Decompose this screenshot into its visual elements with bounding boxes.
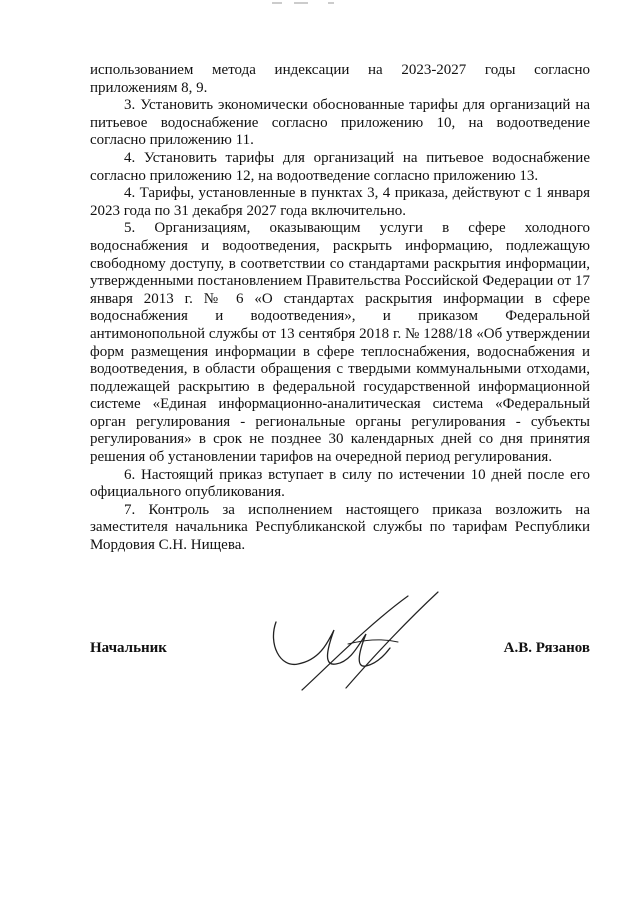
paragraph-item-6: 6. Настоящий приказ вступает в силу по истечении 10 дней после его официального опубликования. — [90, 466, 590, 501]
paragraph-item-3: 3. Установить экономически обоснованные тарифы для организаций на питьевое водоснабжение согласно приложению 10, на водоотведение согласно приложению 11. — [90, 97, 590, 149]
page-number-mark — [272, 0, 336, 5]
signatory-name: А.В. Рязанов — [503, 640, 590, 656]
handwritten-signature — [262, 582, 442, 692]
paragraph-item-4a: 4. Установить тарифы для организаций на питьевое водоснабжение согласно приложению 12, на водоотведение согласно приложению 13. — [90, 149, 590, 184]
paragraph-continuation: использованием метода индексации на 2023-2027 годы согласно приложениям 8, 9. — [90, 62, 590, 96]
paragraph-item-5: 5. Организациям, оказывающим услуги в сфере холодного водоснабжения и водоотведения, раскрыть информацию, подлежащую свободному доступу, в соответствии со стандартами раскрытия информации, утвержденными постановлением Правительства Российской Федерации от 17 января 2013 г. № 6 «О стандартах раскрытия информации в сфере водоснабжения и водоотведения», и приказом Федеральной антимонопольной службы от 13 сентября 2018 г. № 1288/18 «Об утверждении форм размещения информации в сфере теплоснабжения, водоснабжения и водоотведения, в области обращения с твердыми коммунальными отходами, подлежащей раскрытию в федеральной государственной информационной системе «Единая информационно-аналитическая система «Федеральный орган регулирования - региональные органы регулирования - субъекты регулирования» в срок не позднее 30 календарных дней со дня принятия решения об установлении тарифов на очередной период регулирования. — [90, 220, 590, 466]
signature-block — [90, 640, 590, 660]
paragraph-item-7: 7. Контроль за исполнением настоящего приказа возложить на заместителя начальника Республиканской службы по тарифам Республики Мордовия С.Н. Нищева. — [90, 501, 590, 554]
document-body — [90, 62, 590, 555]
signatory-title: Начальник — [90, 640, 167, 656]
paragraph-item-4b: 4. Тарифы, установленные в пунктах 3, 4 приказа, действуют с 1 января 2023 года по 31 декабря 2027 года включительно. — [90, 185, 590, 219]
